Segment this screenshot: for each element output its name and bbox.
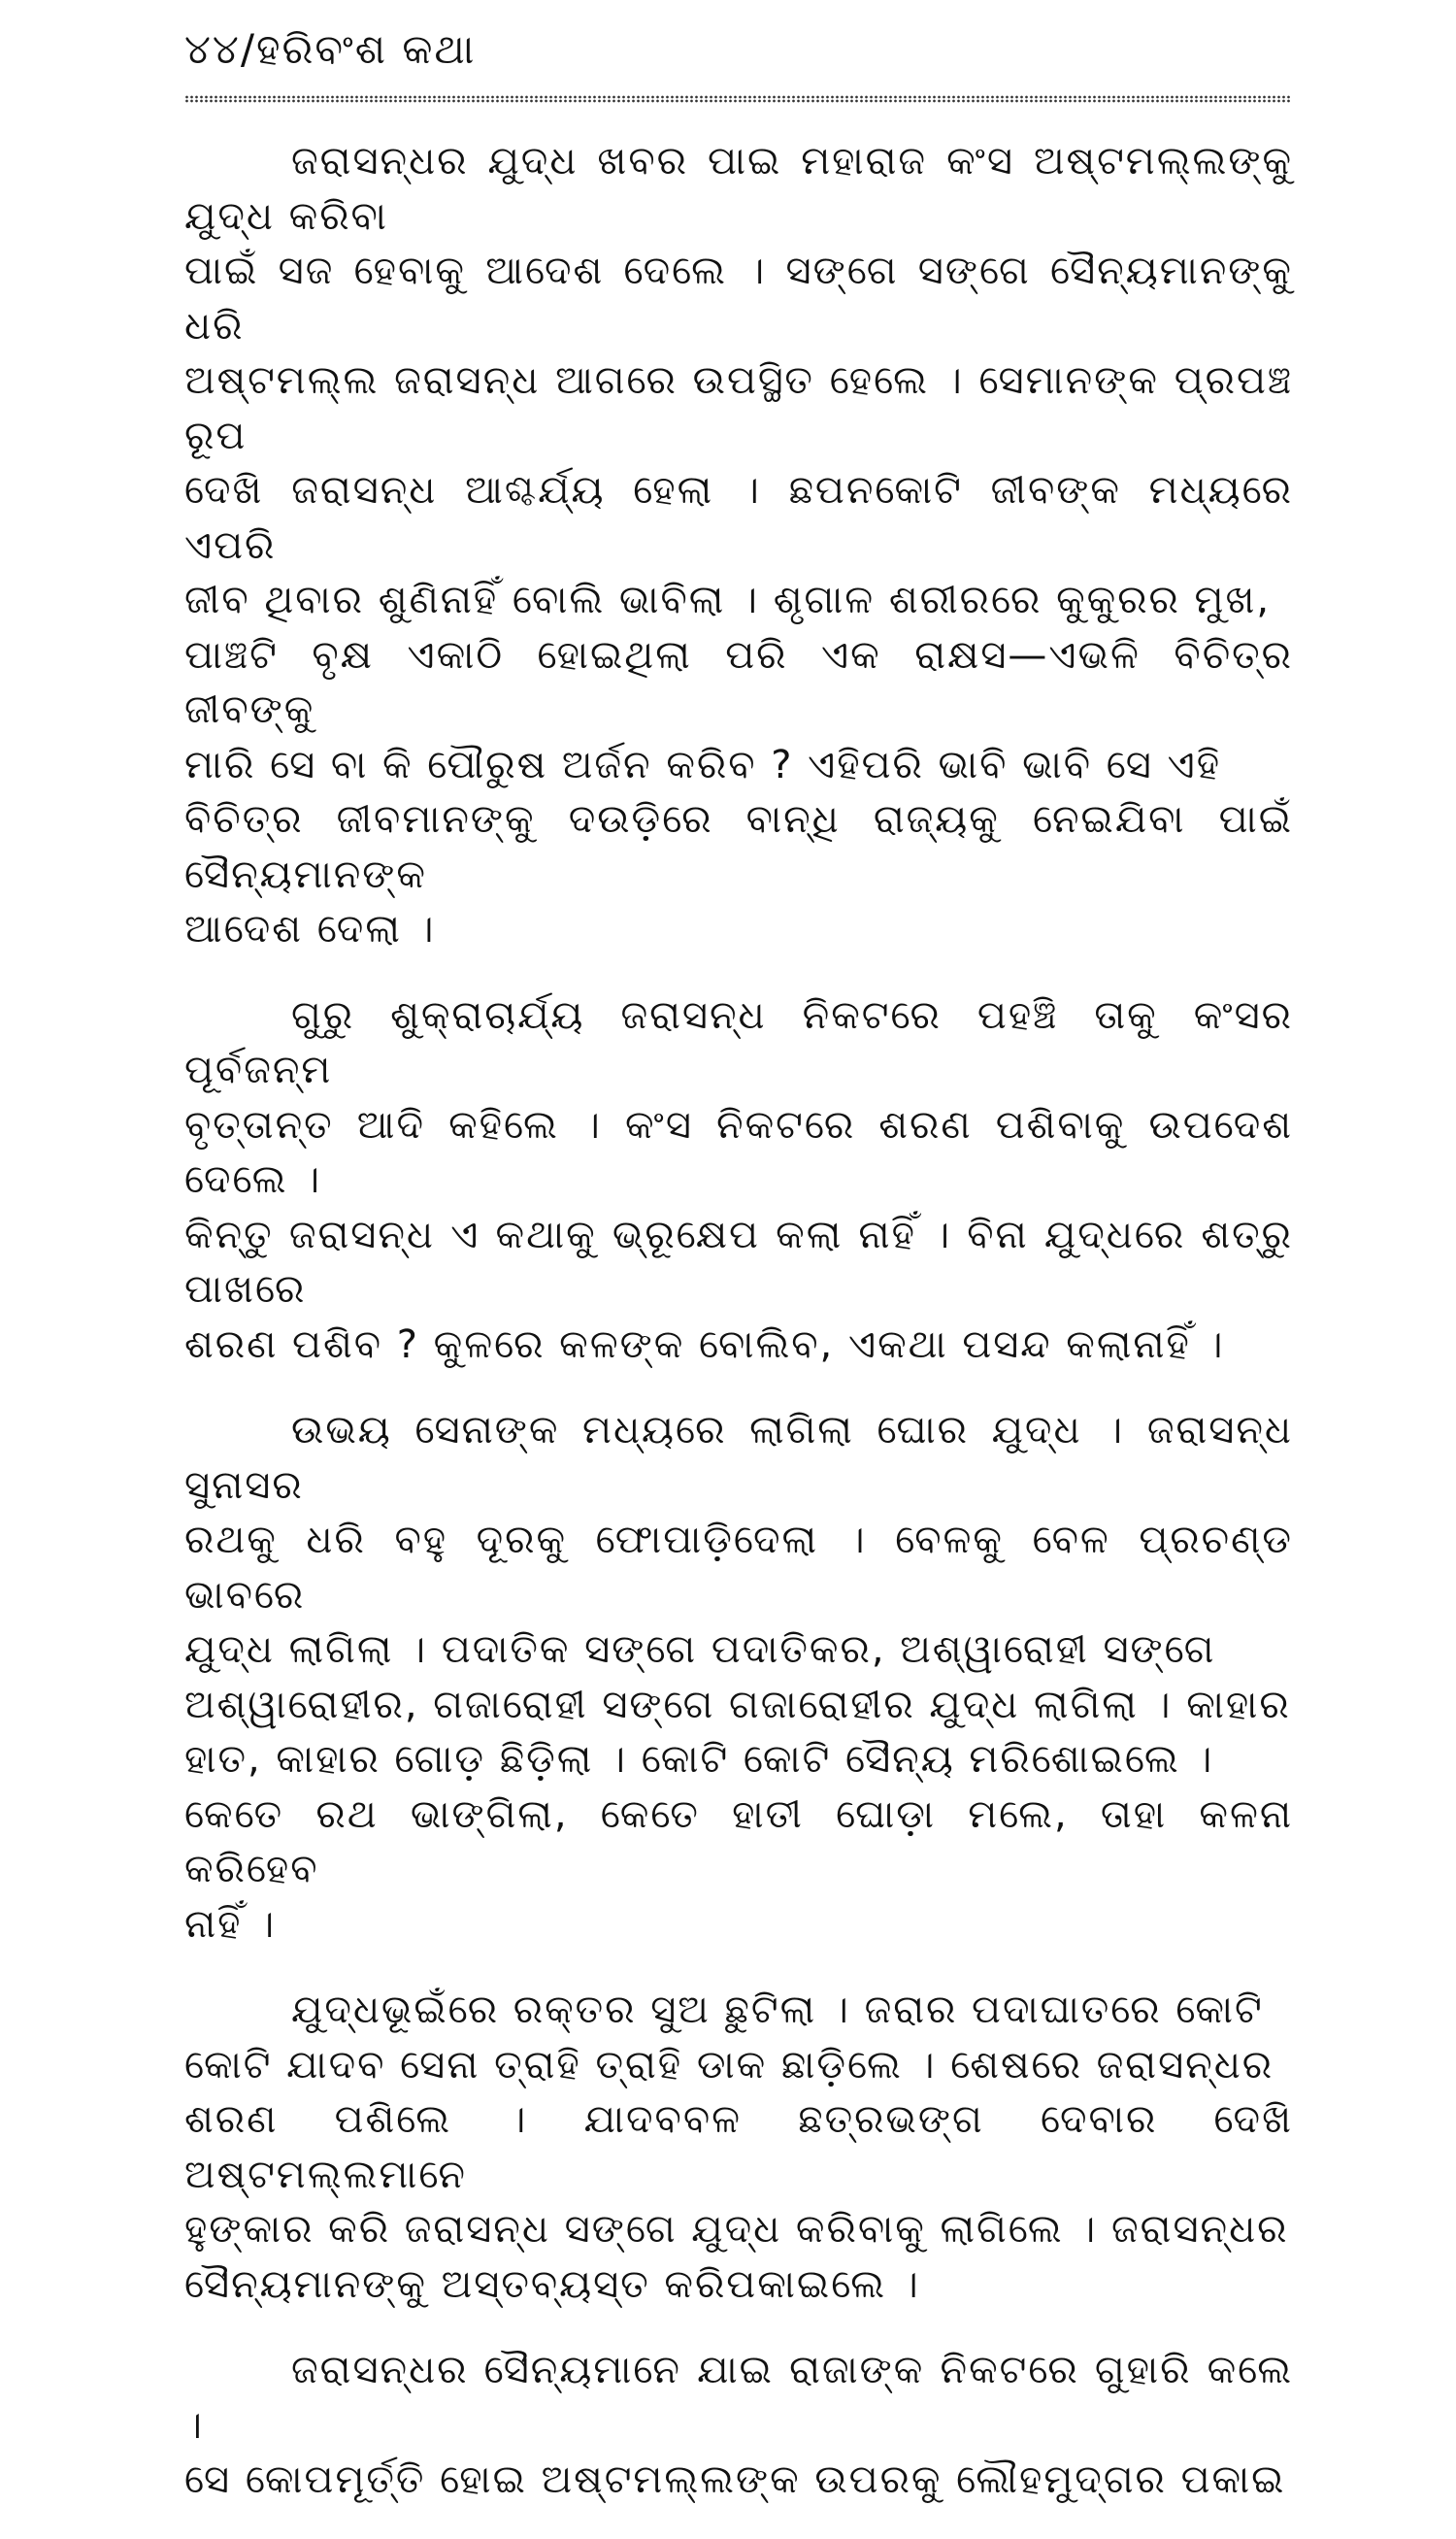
paragraph: ଜରାସନ୍ଧର ଯୁଦ୍ଧ ଖବର ପାଇ ମହାରାଜ କଂସ ଅଷ୍ଟମଲ୍ଲଙ୍କୁ ଯୁଦ୍ଧ କରିବା ପାଇଁ ସଜ ହେବାକୁ ଆଦେଶ ଦେଲେ । ସଙ୍ଗେ ସଙ୍ଗେ ସୈନ୍ୟମାନଙ୍କୁ ଧରି ଅଷ୍ଟମଲ୍ଲ ଜରାସନ୍ଧ ଆଗରେ ଉପସ୍ଥିତ ହେଲେ । ସେମାନଙ୍କ ପ୍ରପଞ୍ଚ ରୂପ ଦେଖି ଜରାସନ୍ଧ ଆଶ୍ଚର୍ଯ୍ୟ ହେଲା । ଛପନକୋଟି ଜୀବଙ୍କ ମଧ୍ୟରେ ଏପରି ଜୀବ ଥିବାର ଶୁଣିନାହିଁ ବୋଲି ଭାବିଲା । ଶୃଗାଳ ଶରୀରରେ କୁକୁରର ମୁଖ, ପାଞ୍ଚଟି ବୃକ୍ଷ ଏକାଠି ହୋଇଥିଲା ପରି ଏକ ରାକ୍ଷସ—ଏଭଳି ବିଚିତ୍ର ଜୀବଙ୍କୁ ମାରି ସେ ବା କି ପୌରୁଷ ଅର୍ଜନ କରିବ ? ଏହିପରି ଭାବି ଭାବି ସେ ଏହି ବିଚିତ୍ର ଜୀବମାନଙ୍କୁ ଦଉଡ଼ିରେ ବାନ୍ଧି ରାଜ୍ୟକୁ ନେଇଯିବା ପାଇଁ ସୈନ୍ୟମାନଙ୍କ ଆଦେଶ ଦେଲା । [184,139,1293,952]
paragraph: ଗୁରୁ ଶୁକ୍ରାଚାର୍ଯ୍ୟ ଜରାସନ୍ଧ ନିକଟରେ ପହଞ୍ଚି ତାକୁ କଂସର ପୂର୍ବଜନ୍ମ ବୃତ୍ତାନ୍ତ ଆଦି କହିଲେ । କଂସ ନିକଟରେ ଶରଣ ପଶିବାକୁ ଉପଦେଶ ଦେଲେ । କିନ୍ତୁ ଜରାସନ୍ଧ ଏ କଥାକୁ ଭ୍ରୂକ୍ଷେପ କଲା ନାହିଁ । ବିନା ଯୁଦ୍ଧରେ ଶତ୍ରୁ ପାଖରେ ଶରଣ ପଶିବ ? କୁଳରେ କଳଙ୍କ ବୋଲିବ, ଏକଥା ପସନ୍ଦ କଲାନାହିଁ । [184,992,1293,1367]
paragraph: ଯୁଦ୍ଧଭୂଇଁରେ ରକ୍ତର ସୁଅ ଛୁଟିଲା । ଜରାର ପଦାଘାତରେ କୋଟି କୋଟି ଯାଦବ ସେନା ତ୍ରାହି ତ୍ରାହି ଡାକ ଛାଡ଼ିଲେ । ଶେଷରେ ଜରାସନ୍ଧର ଶରଣ ପଶିଲେ । ଯାଦବବଳ ଛତ୍ରଭଙ୍ଗ ଦେବାର ଦେଖି ଅଷ୍ଟମଲ୍ଲମାନେ ହୁଙ୍କାର କରି ଜରାସନ୍ଧ ସଙ୍ଗେ ଯୁଦ୍ଧ କରିବାକୁ ଲାଗିଲେ । ଜରାସନ୍ଧର ସୈନ୍ୟମାନଙ୍କୁ ଅସ୍ତବ୍ୟସ୍ତ କରିପକାଇଲେ । [184,1988,1293,2307]
paragraph: ଜରାସନ୍ଧର ସୈନ୍ୟମାନେ ଯାଇ ରାଜାଙ୍କ ନିକଟରେ ଗୁହାରି କଲେ । ସେ କୋପମୂର୍ତ୍ତି ହୋଇ ଅଷ୍ଟମଲ୍ଲଙ୍କ ଉପରକୁ ଲୌହମୁଦ୍ଗର ପକାଇ [184,2348,1293,2502]
header-divider [184,95,1291,103]
page-header: ୪୪/ହରିବଂଶ କଥା [184,25,477,73]
body-text [184,134,1293,2539]
paragraph: ଉଭୟ ସେନାଙ୍କ ମଧ୍ୟରେ ଲାଗିଲା ଘୋର ଯୁଦ୍ଧ । ଜରାସନ୍ଧ ସୁନାସର ରଥକୁ ଧରି ବହୁ ଦୂରକୁ ଫୋପାଡ଼ିଦେଲା । ବେଳକୁ ବେଳ ପ୍ରଚଣ୍ଡ ଭାବରେ ଯୁଦ୍ଧ ଲାଗିଲା । ପଦାତିକ ସଙ୍ଗେ ପଦାତିକର, ଅଶ୍ୱାରୋହୀ ସଙ୍ଗେ ଅଶ୍ୱାରୋହୀର, ଗଜାରୋହୀ ସଙ୍ଗେ ଗଜାରୋହୀର ଯୁଦ୍ଧ ଲାଗିଲା । କାହାର ହାତ, କାହାର ଗୋଡ଼ ଛିଡ଼ିଲା । କୋଟି କୋଟି ସୈନ୍ୟ ମରିଶୋଇଲେ । କେତେ ରଥ ଭାଙ୍ଗିଲା, କେତେ ହାତୀ ଘୋଡ଼ା ମଲେ, ତାହା କଳନା କରିହେବ ନାହିଁ । [184,1408,1293,1947]
